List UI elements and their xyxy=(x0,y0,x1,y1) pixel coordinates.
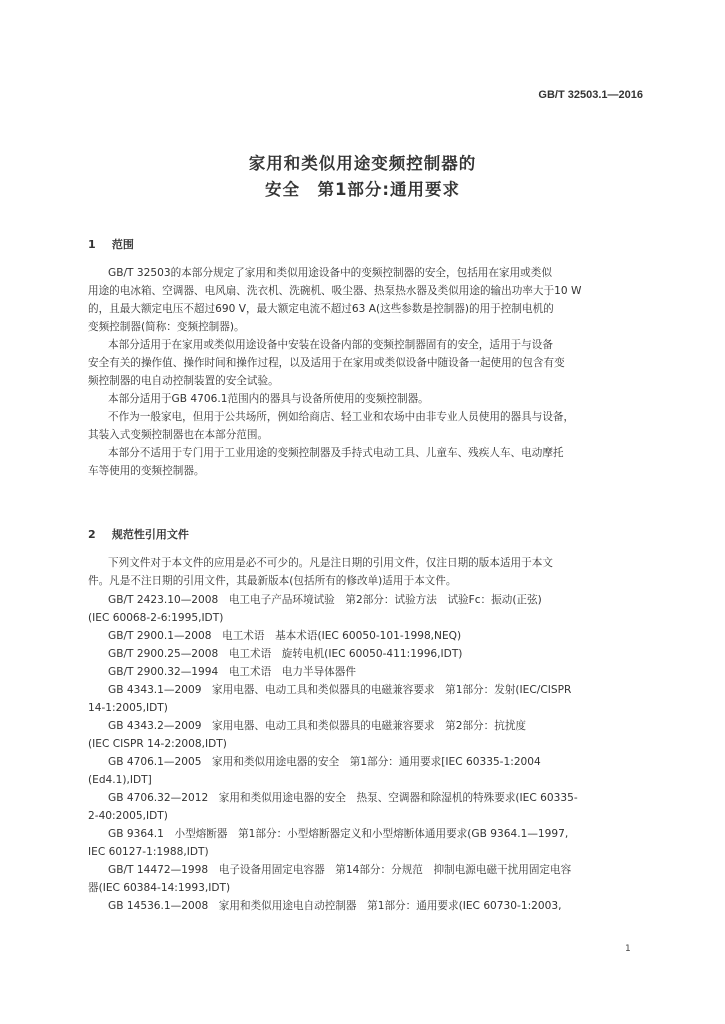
reference-line: (IEC 60068-2-6:1995,IDT) xyxy=(88,612,224,624)
text-line: 安全有关的操作值、操作时间和操作过程，以及适用于在家用或类似设备中随设备一起使用的包含有变 xyxy=(88,357,565,369)
document-title-line-2: 安全 第1部分:通用要求 xyxy=(264,180,461,199)
reference-line: GB/T 2423.10—2008 电工电子产品环境试验 第2部分：试验方法 试验Fc：振动(正弦) xyxy=(108,594,542,606)
reference-line: GB/T 2900.25—2008 电工术语 旋转电机(IEC 60050-411:1996,IDT) xyxy=(108,648,463,660)
page-number: 1 xyxy=(625,944,631,954)
reference-line: 器(IEC 60384-14:1993,IDT) xyxy=(88,882,231,894)
standard-code: GB/T 32503.1—2016 xyxy=(538,89,643,101)
section-heading-normative-references xyxy=(88,526,189,542)
text-line: 变频控制器(简称：变频控制器)。 xyxy=(88,321,245,333)
section-title: 规范性引用文件 xyxy=(111,528,189,541)
reference-line: GB 4343.2—2009 家用电器、电动工具和类似器具的电磁兼容要求 第2部分：抗扰度 xyxy=(108,720,527,732)
text-line: 车等使用的变频控制器。 xyxy=(88,465,205,477)
text-line: 下列文件对于本文件的应用是必不可少的。凡是注日期的引用文件，仅注日期的版本适用于本文 xyxy=(108,557,553,569)
text-line: 不作为一般家电，但用于公共场所，例如给商店、轻工业和农场中由非专业人员使用的器具与设备， xyxy=(108,411,575,423)
reference-line: (IEC CISPR 14-2:2008,IDT) xyxy=(88,738,227,750)
section-title: 范围 xyxy=(111,238,134,251)
text-line: 的，且最大额定电压不超过690 V，最大额定电流不超过63 A(这些参数是控制器)的用于控制电机的 xyxy=(88,303,554,315)
text-line: 件。凡是不注日期的引用文件，其最新版本(包括所有的修改单)适用于本文件。 xyxy=(88,575,457,587)
text-line: 用途的电冰箱、空调器、电风扇、洗衣机、洗碗机、吸尘器、热泵热水器及类似用途的输出功率大于10 W xyxy=(88,285,582,297)
text-line: 频控制器的电自动控制装置的安全试验。 xyxy=(88,375,279,387)
text-line: GB/T 32503的本部分规定了家用和类似用途设备中的变频控制器的安全，包括用在家用或类似 xyxy=(108,267,552,279)
text-line: 其装入式变频控制器也在本部分范围。 xyxy=(88,429,269,441)
reference-line: IEC 60127-1:1988,IDT) xyxy=(88,846,209,858)
reference-line: GB 4706.1—2005 家用和类似用途电器的安全 第1部分：通用要求[IEC 60335-1:2004 xyxy=(108,756,541,768)
section-number: 2 xyxy=(88,528,96,541)
reference-line: GB 14536.1—2008 家用和类似用途电自动控制器 第1部分：通用要求(IEC 60730-1:2003, xyxy=(108,900,562,912)
section-number: 1 xyxy=(88,238,96,251)
text-line: 本部分不适用于专门用于工业用途的变频控制器及手持式电动工具、儿童车、残疾人车、电动摩托 xyxy=(108,447,564,459)
reference-line: GB/T 14472—1998 电子设备用固定电容器 第14部分：分规范 抑制电源电磁干扰用固定电容 xyxy=(108,864,572,876)
document-title-line-1: 家用和类似用途变频控制器的 xyxy=(248,154,477,173)
reference-line: GB/T 2900.32—1994 电工术语 电力半导体器件 xyxy=(108,666,356,678)
reference-line: 2-40:2005,IDT) xyxy=(88,810,168,822)
reference-line: GB 4706.32—2012 家用和类似用途电器的安全 热泵、空调器和除湿机的特殊要求(IEC 60335- xyxy=(108,792,578,804)
text-line: 本部分适用于GB 4706.1范围内的器具与设备所使用的变频控制器。 xyxy=(108,393,429,405)
text-line: 本部分适用于在家用或类似用途设备中安装在设备内部的变频控制器固有的安全，适用于与设备 xyxy=(108,339,553,351)
reference-line: GB 4343.1—2009 家用电器、电动工具和类似器具的电磁兼容要求 第1部分：发射(IEC/CISPR xyxy=(108,684,572,696)
section-heading-scope xyxy=(88,236,134,252)
reference-line: GB 9364.1 小型熔断器 第1部分：小型熔断器定义和小型熔断体通用要求(GB 9364.1—1997, xyxy=(108,828,569,840)
reference-line: 14-1:2005,IDT) xyxy=(88,702,168,714)
reference-line: (Ed4.1),IDT] xyxy=(88,774,152,786)
reference-line: GB/T 2900.1—2008 电工术语 基本术语(IEC 60050-101-1998,NEQ) xyxy=(108,630,462,642)
